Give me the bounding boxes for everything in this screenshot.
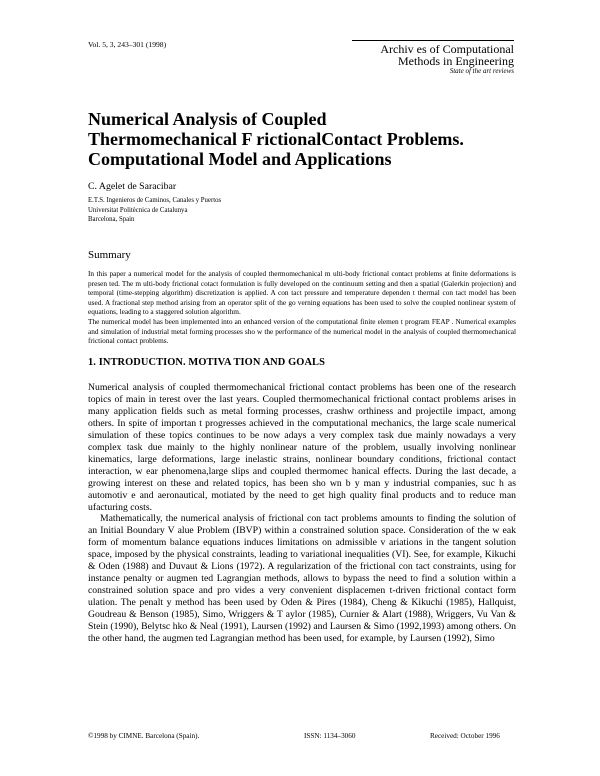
- body-paragraph-2: Mathematically, the numerical analysis of frictional con tact problems amounts to finding the solution of an Initial Boundary V alue Problem (IBVP) within a constrained solution space. Consideration of the w eak form of momentum balance equations induces limitations on admissible v ariations in the tangent solution space, imposed by the physical constraints, leading to variational inequalities (VI). See, for example, Kikuchi & Oden (1988) and Duvaut & Lions (1972). A regularization of the frictional con tact constraints, using for instance penalty or augmen ted Lagrangian methods, allows to bypass the need to find a solution within a constrained solution space and pro vides a very convenient displacemen t-driven frictional contact form ulation. The penalt y method has been used by Oden & Pires (1984), Cheng & Kikuchi (1985), Hallquist, Goudreau & Benson (1985), Simo, Wriggers & T aylor (1985), Curnier & Alart (1988), Wriggers, Vu Van & Stein (1990), Belytsc hko & Neal (1991), Laursen (1992) and Laursen & Simo (1992,1993) among others. On the other hand, the augmen ted Lagrangian method has been used, for example, by Laursen (1992), Simo: [88, 513, 516, 645]
- volume-line: Vol. 5, 3, 243–301 (1998): [88, 40, 167, 49]
- masthead-rule: [352, 40, 514, 41]
- journal-title-line1: Archiv es of Computational: [380, 42, 514, 56]
- paper-title: [88, 109, 528, 169]
- section-heading: 1. INTRODUCTION. MOTIVA TION AND GOALS: [88, 357, 325, 368]
- affiliation-line3: Barcelona, Spain: [88, 216, 135, 224]
- author-name: C. Agelet de Saracibar: [88, 181, 177, 192]
- footer-issn: ISSN: 1134–3060: [304, 732, 356, 740]
- abstract-paragraph-1: In this paper a numerical model for the analysis of coupled thermomechanical m ulti-body frictional contact problems at finite deformations is presen ted. The m ulti-body frictional cotact formulation is fully developed on the continuum setting and then a spatial (Galerkin projection) and temporal (time-stepping algorithm) discretization is applied. A con tact pressure and temperature dependen t thermal con tact model has been used. A fractional step method arising from an operator split of the go verning equations has been used to solve the coupled nonlinear system of equations, leading to a staggered solution algorithm.: [88, 269, 516, 317]
- abstract-paragraph-2: The numerical model has been implemented into an enhanced version of the computational finite elemen t program FEAP . Numerical examples and simulation of industrial metal forming processes sho w the performance of the numerical model in the analysis of coupled thermomechanical frictional contact problems.: [88, 316, 516, 346]
- body-text: [88, 382, 516, 645]
- footer-copyright: ©1998 by CIMNE. Barcelona (Spain).: [88, 732, 200, 740]
- affiliation-line1: E.T.S. Ingenieros de Caminos, Canales y Puertos: [88, 197, 222, 204]
- journal-tagline: State of the art reviews: [449, 67, 514, 75]
- title-line2: Thermomechanical F rictionalContact Problems.: [88, 129, 464, 149]
- title-line3: Computational Model and Applications: [88, 149, 392, 169]
- affiliation-line2: Universitat Politècnica de Catalunya: [88, 206, 188, 214]
- abstract: [88, 269, 516, 346]
- journal-title-line2: Methods in Engineering: [398, 54, 514, 68]
- title-line1: Numerical Analysis of Coupled: [88, 109, 327, 129]
- body-paragraph-1: Numerical analysis of coupled thermomechanical frictional contact problems has been one of the research topics of main in terest over the last years. Coupled thermomechanical frictional contact problems arises in many application fields such as metal forming processes, crashw orthiness and projectile impact, among others. In spite of importan t progresses achieved in the computational mechanics, the large scale numerical simulation of these topics continues to be now adays a very complex task due mainly nowadays a very complex task due mainly to the highly nonlinear nature of the problem, usually involving nonlinear kinematics, large deformations, large inelastic strains, nonlinear boundary conditions, frictional contact interaction, w ear phenomena,large slips and coupled thermomec hanical effects. During the last decade, a growing interest on these and related topics, has been sho wn b y man y industrial companies, suc h as automotiv e and aeronautical, motiated by the need to get high quality final products and to reduce man ufacturing costs.: [88, 382, 516, 513]
- footer-received: Received: October 1996: [430, 732, 500, 740]
- summary-heading: Summary: [88, 249, 131, 261]
- journal-masthead: [352, 40, 514, 76]
- affiliation: [88, 196, 221, 225]
